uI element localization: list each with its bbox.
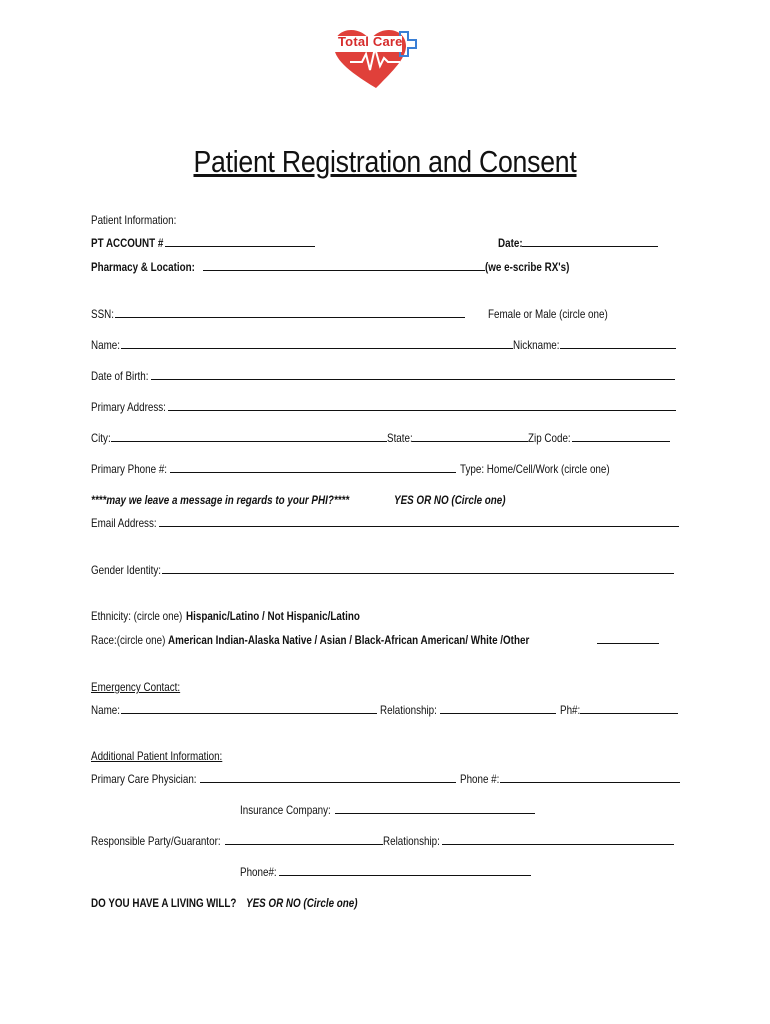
ec-relationship-field[interactable] <box>440 701 556 714</box>
ssn-field[interactable] <box>115 305 465 318</box>
total-care-logo <box>330 22 430 94</box>
ec-name-field[interactable] <box>121 701 377 714</box>
row-ethnicity <box>91 607 679 625</box>
row-phi <box>91 491 679 509</box>
insurance-label: Insurance Company: <box>240 803 331 817</box>
row-living-will <box>91 894 679 912</box>
guarantor-relationship-field[interactable] <box>442 832 674 845</box>
address-field[interactable] <box>168 398 676 411</box>
row-insurance <box>240 801 535 819</box>
guarantor-label: Responsible Party/Guarantor: <box>91 834 221 848</box>
phi-answer[interactable]: YES OR NO (Circle one) <box>394 493 506 507</box>
state-field[interactable] <box>412 429 528 442</box>
email-label: Email Address: <box>91 516 157 530</box>
city-label: City: <box>91 431 111 445</box>
section-patient-info: Patient Information: <box>91 213 177 227</box>
name-label: Name: <box>91 338 120 352</box>
guarantor-phone-label: Phone#: <box>240 865 277 879</box>
zip-field[interactable] <box>572 429 670 442</box>
living-will-answer[interactable]: YES OR NO (Circle one) <box>246 896 358 910</box>
phi-question: ****may we leave a message in regards to your PHI?**** <box>91 493 350 507</box>
gender-label: Gender Identity: <box>91 563 162 577</box>
pcp-phone-field[interactable] <box>500 770 680 783</box>
race-other-field[interactable] <box>597 631 659 649</box>
address-label: Primary Address: <box>91 400 166 414</box>
race-label: Race:(circle one) <box>91 633 166 647</box>
guarantor-relationship-label: Relationship: <box>383 834 440 848</box>
pharmacy-note: (we e-scribe RX's) <box>485 260 570 274</box>
zip-label: Zip Code: <box>528 431 572 445</box>
phone-type-select[interactable]: Type: Home/Cell/Work (circle one) <box>459 462 610 476</box>
pharmacy-label: Pharmacy & Location: <box>91 260 195 274</box>
dob-field[interactable] <box>151 367 675 380</box>
ec-phone-label: Ph#: <box>559 703 580 717</box>
race-options[interactable]: American Indian-Alaska Native / Asian / Black-African American/ White /Other <box>167 633 529 647</box>
pt-account-label: PT ACCOUNT # <box>91 236 164 250</box>
row-gender <box>91 561 679 579</box>
ec-name-label: Name: <box>91 703 120 717</box>
nickname-label: Nickname: <box>513 338 560 352</box>
section-additional: Additional Patient Information: <box>91 749 223 763</box>
ec-phone-field[interactable] <box>580 701 678 714</box>
row-city <box>91 429 679 447</box>
insurance-field[interactable] <box>335 801 535 814</box>
pcp-phone-label: Phone #: <box>459 772 500 786</box>
phone-field[interactable] <box>170 460 456 473</box>
sex-select[interactable]: Female or Male (circle one) <box>488 307 608 321</box>
city-field[interactable] <box>111 429 387 442</box>
guarantor-field[interactable] <box>225 832 383 845</box>
section-emergency: Emergency Contact: <box>91 680 181 694</box>
row-address <box>91 398 679 416</box>
ethnicity-label: Ethnicity: (circle one) <box>91 609 183 623</box>
pcp-label: Primary Care Physician: <box>91 772 197 786</box>
row-guarantor-phone <box>240 863 531 881</box>
nickname-field[interactable] <box>560 336 676 349</box>
phone-label: Primary Phone #: <box>91 462 168 476</box>
ethnicity-options[interactable]: Hispanic/Latino / Not Hispanic/Latino <box>186 609 361 623</box>
date-label: Date: <box>498 236 523 250</box>
ssn-label: SSN: <box>91 307 114 321</box>
page-title: Patient Registration and Consent <box>193 144 577 179</box>
date-group <box>498 234 658 252</box>
row-guarantor <box>91 832 679 850</box>
row-name <box>91 336 679 354</box>
state-label: State: <box>387 431 413 445</box>
pharmacy-field[interactable] <box>203 258 485 271</box>
ec-relationship-label: Relationship: <box>380 703 438 717</box>
date-field[interactable] <box>522 234 658 247</box>
name-field[interactable] <box>121 336 513 349</box>
row-race <box>91 631 679 649</box>
pt-account-field[interactable] <box>165 234 315 247</box>
row-pharmacy <box>91 258 679 276</box>
row-email <box>91 514 679 532</box>
gender-field[interactable] <box>162 561 674 574</box>
email-field[interactable] <box>159 514 679 527</box>
row-pcp <box>91 770 679 788</box>
heart-cross-icon <box>330 22 430 94</box>
row-phone <box>91 460 679 478</box>
row-dob <box>91 367 679 385</box>
pcp-field[interactable] <box>200 770 456 783</box>
guarantor-phone-field[interactable] <box>279 863 531 876</box>
logo-text: Total Care <box>338 34 403 49</box>
dob-label: Date of Birth: <box>91 369 149 383</box>
living-will-question: DO YOU HAVE A LIVING WILL? <box>91 896 237 910</box>
row-ec <box>91 701 679 719</box>
